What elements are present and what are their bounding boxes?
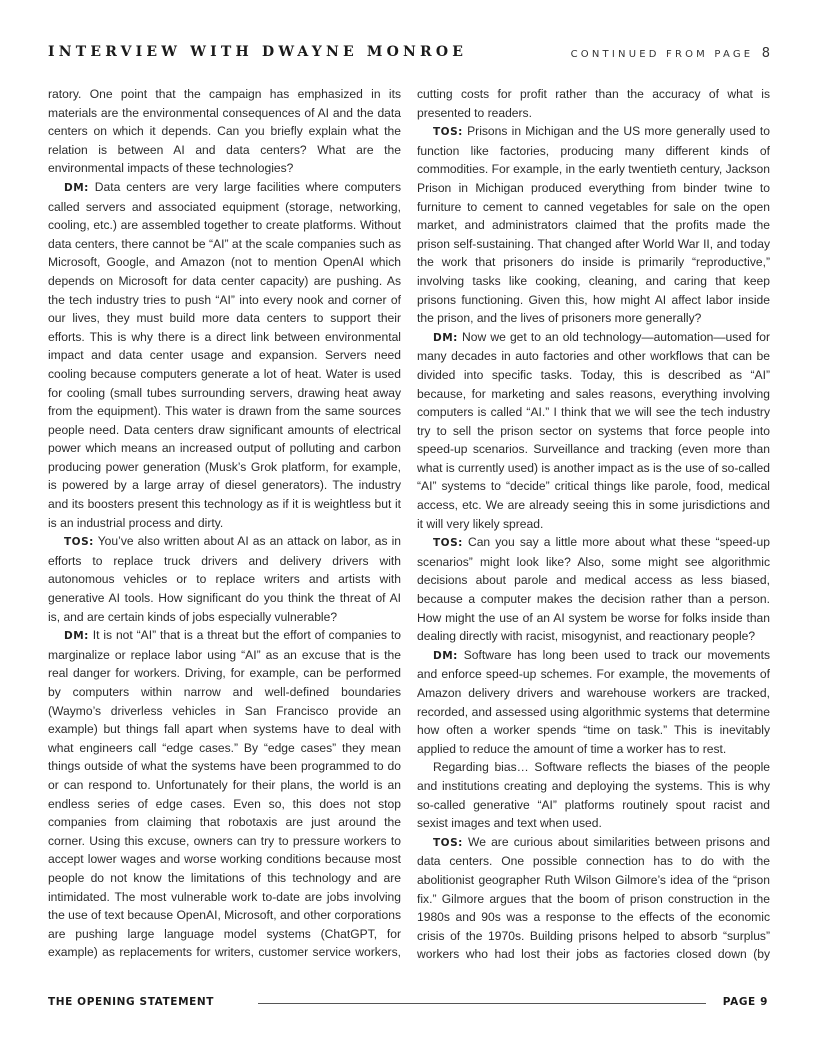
paragraph: DM: It is not “AI” that is a threat but the effort of companies to marginalize or replace labor using “AI” as an excuse that is the real danger for workers. Driving, for example, can be performed by computers within narrow and well-defined boundaries (Waymo’s driverless vehicles in San Francisco provide an example) but things fall apart when systems have to deal with what engineers call “edge cases.” By “edge cases” they mean things outside of what the systems have been programmed to do or can respond to. Unfortunately for their plans, the world is an endless series of edge cases. Even so, this does not stop companies from claiming that robotaxis are just around the corner. Using this excuse, owners can try to pressure workers to accept lower wages and worse working conditions because most people do not know the limitations of this technology and are intimidated. The most vulnerable work to-date are jobs involving the use of text because OpenAI, Microsoft, and other corporations are pushing large language model systems (ChatGPT, for example) as replacements for writers, customer service workers,	[48, 628, 401, 960]
speaker-label: TOS:	[433, 836, 463, 849]
paragraph: TOS: We are curious about similarities between prisons and data centers. One possible connection has to do with the abolitionist geographer Ruth Wilson Gilmore’s idea of the “prison fix.” Gilmore argues that the boom of prison construction in the 1980s and 90s was a response to the effects of the economic crisis of the 1970s. Building prisons helped to absorb “surplus” workers who had lost their jobs as factories closed down (by	[417, 834, 770, 962]
paragraph: TOS: Prisons in Michigan and the US more generally used to function like factories, producing many different kinds of commodities. For example, in the early twentieth century, Jackson Prison in Michigan produced everything from binder twine to furniture to cement to canned vegetables for sale on the open market, and administrators claimed that the profits made the prison self-sustaining. That changed after World War II, and today the work that prisoners do inside is primarily “reproductive,” involving tasks like cooking, cleaning, and caring that keep prisons functioning. Given this, how might AI affect labor inside the prison, and the lives of prisoners more generally?	[417, 124, 770, 326]
footer-divider	[258, 1003, 706, 1004]
speaker-label: DM:	[64, 630, 89, 643]
page-footer	[48, 996, 768, 1012]
right-column	[417, 85, 770, 965]
page-header	[48, 44, 770, 64]
speaker-label: DM:	[433, 331, 458, 344]
speaker-label: DM:	[64, 181, 89, 194]
paragraph: Regarding bias… Software reflects the biases of the people and institutions creating and deploying the systems. This is why so-called generative “AI” platforms routinely spout racist and sexist images and text when used.	[417, 760, 770, 831]
paragraph: DM: Data centers are very large facilities where computers called servers and associated equipment (storage, networking, cooling, etc.) are assembled together to create platforms. Without data centers, there cannot be “AI” at the scale companies such as Microsoft, Google, and Amazon (not to mention OpenAI which depends on Microsoft for data center capacity) are pushing. As the tech industry tries to push “AI” into every nook and corner of our lives, they must build more data centers to support their efforts. This is why there is a direct link between environmental impact and data center usage and expansion. Servers need cooling because computers generate a lot of heat. Water is used for cooling (small tubes surrounding servers, drawing heat away from the equipment). This water is drawn from the same sources people need. Data centers draw significant amounts of electrical power which means an increased output of polluting and carbon producing power generation (Musk’s Grok platform, for example, is powered by a large array of diesel generators). The industry and its boosters present this technology as if it is weightless but it is an industrial process and dirty.	[48, 179, 401, 530]
continued-text: CONTINUED FROM PAGE	[570, 49, 754, 60]
paragraph: cutting costs for profit rather than the accuracy of what is presented to readers.	[417, 87, 770, 120]
speaker-label: DM:	[433, 649, 458, 662]
continued-from-label	[571, 46, 770, 61]
speaker-label: TOS:	[64, 536, 94, 549]
paragraph: DM: Software has long been used to track our movements and enforce speed-up schemes. For example, the movements of Amazon delivery drivers and warehouse workers are tracked, recorded, and assessed using algorithmic systems that determine how often a worker spends “time on task.” This is inevitably applied to reduce the amount of time a worker has to rest.	[417, 647, 770, 756]
page-number: PAGE 9	[722, 996, 768, 1008]
left-column	[48, 85, 401, 965]
paragraph: DM: Now we get to an old technology—automation—used for many decades in auto factories and other workflows that can be divided into specific tasks. Today, this is described as “AI” because, for marketing and sales reasons, everything involving computers is called “AI.” I think that we will see the tech industry try to sell the prison sector on systems that force people into speed-up scenarios. Surveillance and tracking (even more than what is currently used) is another impact as is the use of so-called “AI” systems to “decide” critical things like parole, food, medical access, etc. We are already seeing this in some jurisdictions and it will very likely spread.	[417, 329, 770, 531]
paragraph: TOS: You’ve also written about AI as an attack on labor, as in efforts to replace truck drivers and delivery drivers with autonomous vehicles or to replace writers and artists with generative AI tools. How significant do you think the threat of AI is, and are certain kinds of jobs especially vulnerable?	[48, 534, 401, 624]
paragraph: ratory. One point that the campaign has emphasized in its materials are the environmental consequences of AI and the data centers on which it depends. Can you briefly explain what the relation is between AI and data centers? What are the environmental impacts of these technologies?	[48, 87, 401, 176]
speaker-label: TOS:	[433, 537, 463, 550]
speaker-label: TOS:	[433, 126, 463, 139]
paragraph: TOS: Can you say a little more about what these “speed-up scenarios” might look like? Also, some might see algorithmic decisions about parole and medical access as less biased, because a computer makes the decision rather than a person. How might the use of an AI system be worse for folks inside than dealing directly with racist, misogynist, and reactionary people?	[417, 535, 770, 644]
publication-name: THE OPENING STATEMENT	[48, 996, 215, 1008]
article-title: INTERVIEW WITH DWAYNE MONROE	[48, 44, 468, 60]
continued-page-number: 8	[761, 46, 770, 61]
